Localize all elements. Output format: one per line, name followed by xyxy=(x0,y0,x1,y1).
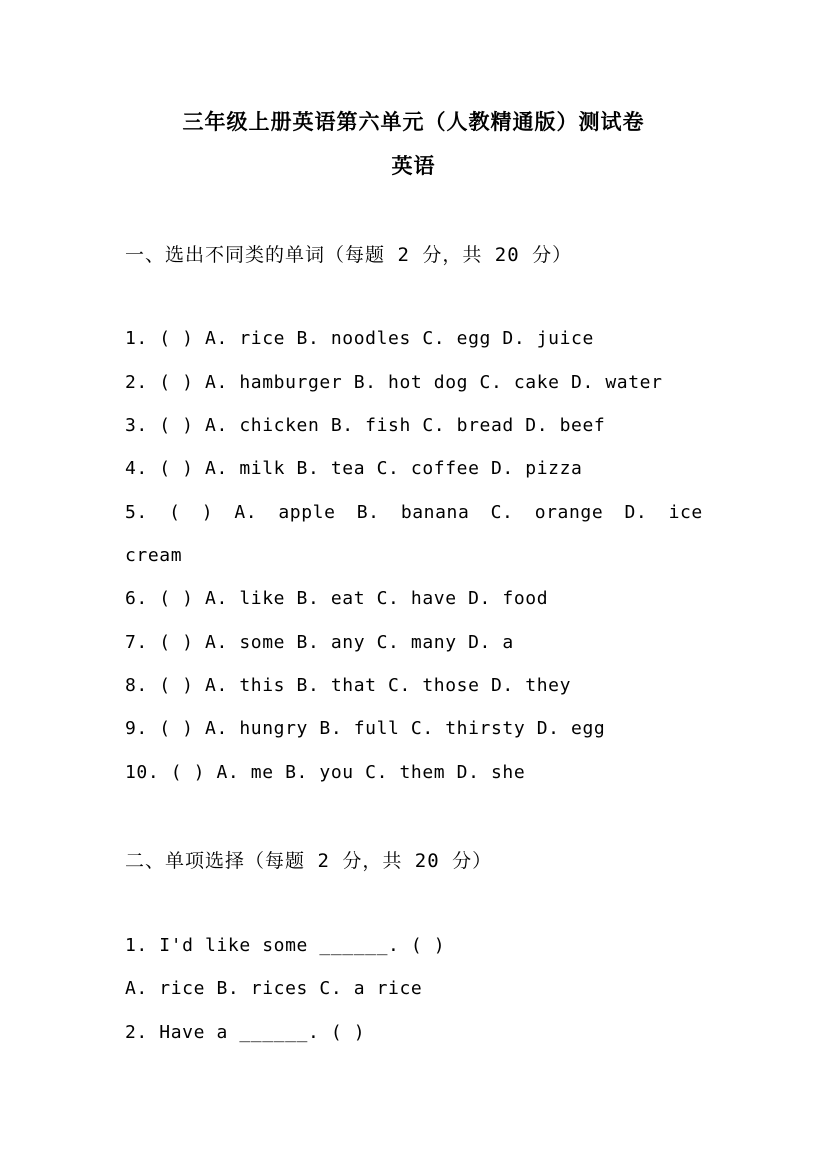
option-text: apple xyxy=(278,502,336,523)
option-label: A. xyxy=(234,502,258,523)
question-line: 2. Have a ______. ( ) xyxy=(125,1022,366,1043)
question-line: 8. ( ) A. this B. that C. those D. they xyxy=(125,675,572,696)
section1-heading: 一、选出不同类的单词（每题 2 分，共 20 分） xyxy=(125,244,573,266)
option-text: banana xyxy=(400,502,470,523)
document-subtitle: 英语 xyxy=(391,153,436,178)
option-label: D. xyxy=(624,502,648,523)
section2-heading: 二、单项选择（每题 2 分，共 20 分） xyxy=(125,850,493,872)
question-line-continued: cream xyxy=(125,545,183,566)
question-number: 5. xyxy=(125,502,148,523)
option-text: ice xyxy=(668,502,703,523)
paren-open: ( xyxy=(169,502,181,523)
question-line: 3. ( ) A. chicken B. fish C. bread D. beef xyxy=(125,415,606,436)
question-line: 6. ( ) A. like B. eat C. have D. food xyxy=(125,588,549,609)
question-line: 10. ( ) A. me B. you C. them D. she xyxy=(125,762,526,783)
question-line-justified xyxy=(125,502,703,523)
question-line: 2. ( ) A. hamburger B. hot dog C. cake D. water xyxy=(125,372,663,393)
question-line: 1. ( ) A. rice B. noodles C. egg D. juice xyxy=(125,328,594,349)
question-line: 4. ( ) A. milk B. tea C. coffee D. pizza xyxy=(125,458,583,479)
option-label: B. xyxy=(356,502,380,523)
document-title: 三年级上册英语第六单元（人教精通版）测试卷 xyxy=(182,109,645,134)
question-line: 9. ( ) A. hungry B. full C. thirsty D. egg xyxy=(125,718,606,739)
question-line: 7. ( ) A. some B. any C. many D. a xyxy=(125,632,514,653)
answer-options-line: A. rice B. rices C. a rice xyxy=(125,978,423,999)
question-line: 1. I'd like some ______. ( ) xyxy=(125,935,446,956)
option-label: C. xyxy=(490,502,514,523)
option-text: orange xyxy=(534,502,604,523)
paren-close: ) xyxy=(201,502,214,523)
